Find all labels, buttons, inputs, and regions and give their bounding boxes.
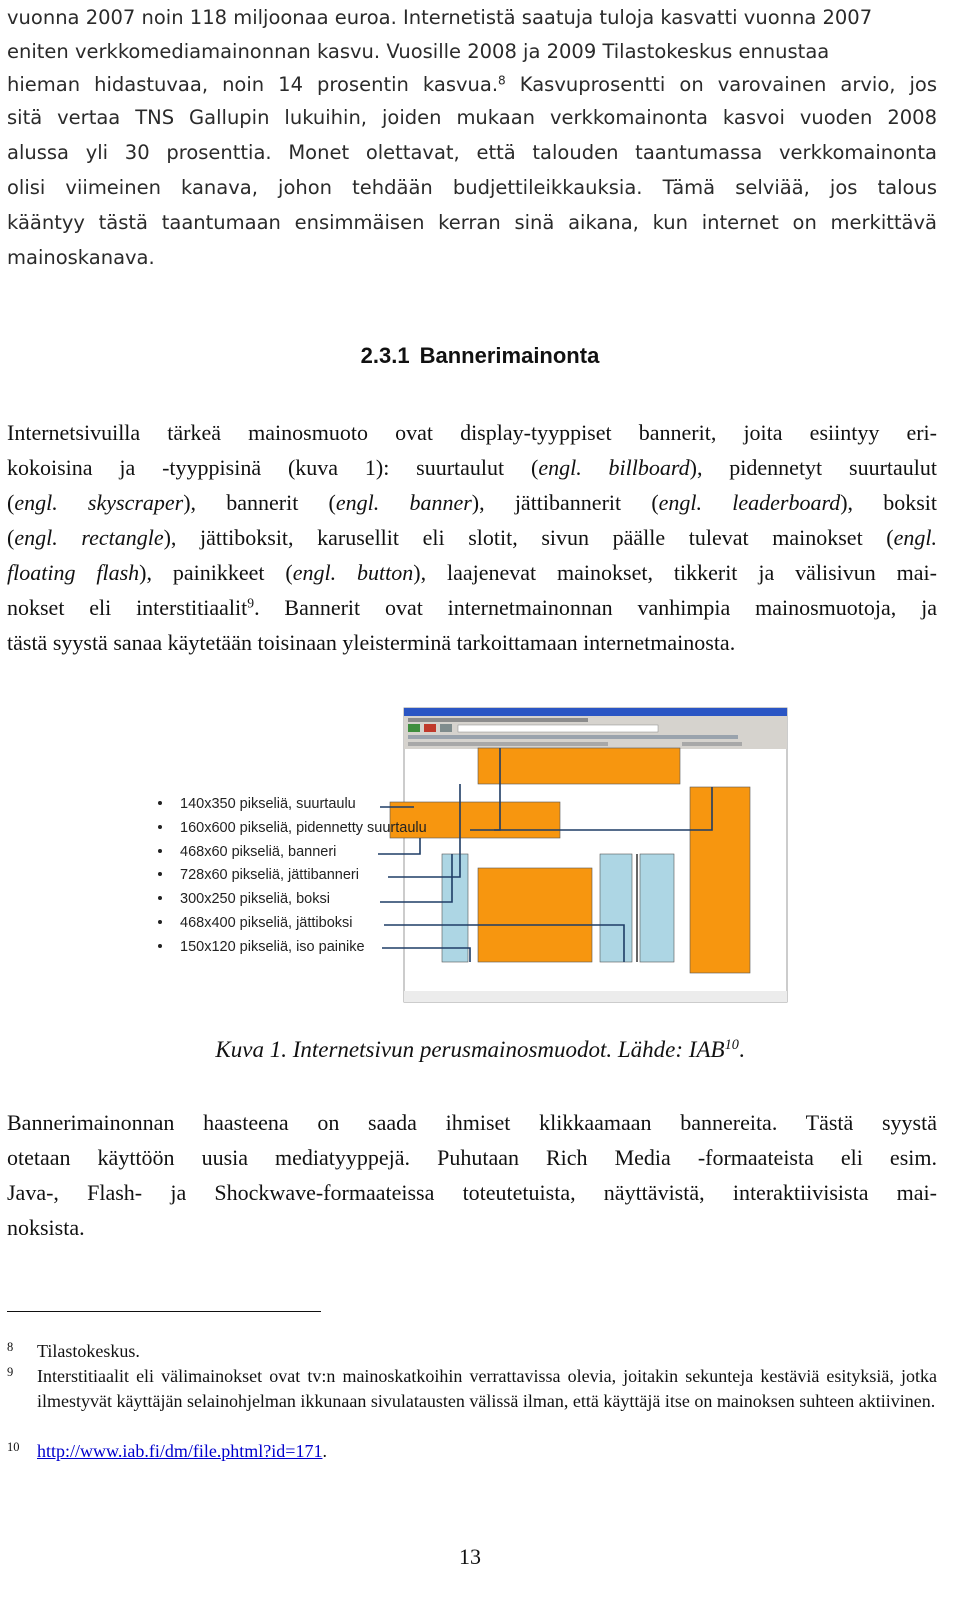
text-line: tästä syystä sanaa käytetään toisinaan yleisterminä tarkoittamaan internetmainosta. <box>7 630 736 655</box>
text-line: nokset eli interstitiaalit$^9$. Bannerit ovat internetmainonnan vanhimpia mainosmuotoja, ja <box>7 595 937 620</box>
text-line: (engl. skyscraper), bannerit (engl. banner), jättibannerit (engl. leaderboard), boksit <box>7 490 938 515</box>
billboard-box <box>442 854 468 962</box>
footnote-ref: 10 <box>724 1037 739 1054</box>
legend-item: 300x250 pikseliä, boksi <box>180 891 330 907</box>
text-line: Bannerimainonnan haasteena on saada ihmiset klikkaamaan bannereita. Tästä syystä <box>7 1110 937 1135</box>
ad-formats-illustration <box>152 706 788 1004</box>
content-box <box>600 854 632 962</box>
skyscraper-ad <box>690 787 750 973</box>
text-line: floating flash), painikkeet (engl. button), laajenevat mainokset, tikkerit ja välisivun mai- <box>7 560 937 585</box>
text-line: Java-, Flash- ja Shockwave-formaateissa toteutetuista, näyttävistä, interaktiivisista mai- <box>7 1180 937 1205</box>
footnote-number: 8 <box>7 1340 14 1354</box>
text-line: (engl. rectangle), jättiboksit, karusellit eli slotit, sivun päälle tulevat mainokset (engl. <box>7 525 938 550</box>
section-number: 2.3.1 <box>360 343 410 368</box>
footnote-number: 9 <box>7 1365 14 1379</box>
footnote: 10 http://www.iab.fi/dm/file.phtml?id=171. <box>7 1439 937 1464</box>
section-heading <box>0 343 960 369</box>
section-title: Bannerimainonta <box>419 343 600 368</box>
browser-status-bar <box>404 991 787 1002</box>
figure-caption: Kuva 1. Internetsivun perusmainosmuodot. Lähde: IAB$^{10}$. <box>215 1037 745 1062</box>
footnote-text: Interstitiaalit eli välimainokset ovat tv:n mainoskatkoihin verrattavissa olevia, joitakin sekunteja kestäviä esityksiä, jotka ilmestyvät käyttäjän selainohjelman ikkunaan sivulatausten välissä ilman, että käyttäjä itse on mainoksen suhteen aktiivinen. <box>37 1366 937 1411</box>
legend-item: 140x350 pikseliä, suurtaulu <box>180 796 356 812</box>
legend-item: 728x60 pikseliä, jättibanneri <box>180 867 359 883</box>
text-line: kokoisina ja -tyyppisinä (kuva 1): suurtaulut (engl. billboard), pidennetyt suurtaulut <box>7 455 938 480</box>
text-line: alussa yli 30 prosenttia. Monet olettavat, että talouden taantumassa verkkomainonta <box>7 141 937 164</box>
footnote-link[interactable]: http://www.iab.fi/dm/file.phtml?id=171 <box>37 1441 323 1461</box>
text-line: kääntyy tästä taantumaan ensimmäisen kerran sinä aikana, kun internet on merkittävä <box>7 211 937 234</box>
legend-item: 468x400 pikseliä, jättiboksi <box>180 915 353 931</box>
text-line: eniten verkkomediamainonnan kasvu. Vuosille 2008 ja 2009 Tilastokeskus ennustaa <box>7 40 830 63</box>
text-line: mainoskanava. <box>7 246 155 269</box>
ad-formats-figure <box>152 706 788 1004</box>
footnote-ref: 8 <box>498 73 506 88</box>
footnote <box>7 1339 937 1364</box>
figure-legend <box>158 796 427 955</box>
text-line: olisi viimeinen kanava, johon tehdään budjettileikkauksia. Tämä selviää, jos talous <box>7 176 937 199</box>
browser-title-bar <box>404 708 787 716</box>
content-box <box>640 854 674 962</box>
text-line: sitä vertaa TNS Gallupin lukuihin, joiden mukaan verkkomainonta kasvoi vuoden 2008 <box>7 106 937 129</box>
footnote-text: Tilastokeskus. <box>37 1341 140 1361</box>
legend-item: 150x120 pikseliä, iso painike <box>180 939 365 955</box>
legend-item: 160x600 pikseliä, pidennetty suurtaulu <box>180 820 427 836</box>
text-line: Internetsivuilla tärkeä mainosmuoto ovat display-tyyppiset bannerit, joita esiintyy eri- <box>7 420 937 445</box>
box-divider <box>636 854 638 962</box>
text-line: hieman hidastuvaa, noin 14 prosentin kasvua.$^8$ Kasvuprosentti on varovainen arvio, jos <box>7 73 937 96</box>
page-number: 13 <box>459 1544 481 1569</box>
footnote-number: 10 <box>7 1440 20 1454</box>
leaderboard-ad <box>478 748 680 784</box>
footnote-ref: 9 <box>247 595 255 611</box>
text-line: noksista. <box>7 1215 85 1240</box>
text-line: otetaan käyttöön uusia mediatyyppejä. Puhutaan Rich Media -formaateista eli esim. <box>7 1145 937 1170</box>
footnote <box>7 1364 937 1414</box>
footnote-separator <box>7 1311 321 1312</box>
legend-item: 468x60 pikseliä, banneri <box>180 844 337 860</box>
rectangle-ad <box>478 868 592 962</box>
text-line: vuonna 2007 noin 118 miljoonaa euroa. Internetistä saatuja tuloja kasvatti vuonna 2007 <box>7 6 873 29</box>
